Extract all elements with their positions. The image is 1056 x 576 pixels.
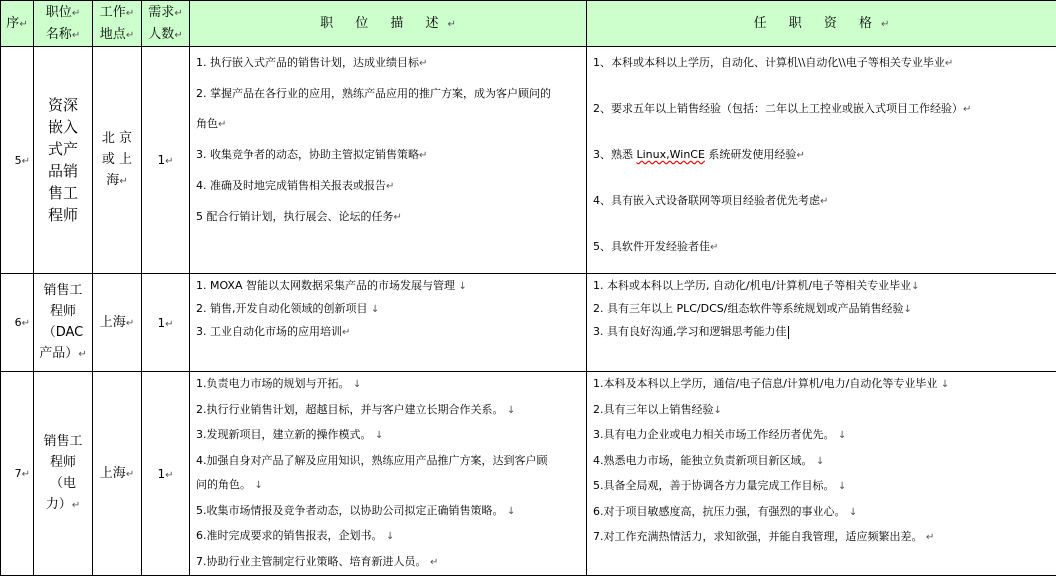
position-name-line: 程师 [50,455,76,470]
header-qualification[interactable]: 任 职 资 格↵ [587,1,1056,47]
count-cell[interactable]: 1↵ [142,372,190,576]
header-row [1,1,1056,47]
row-number-cell[interactable]: 7↵ [1,372,34,576]
row-number-cell[interactable]: 6↵ [1,274,34,372]
position-name-cell[interactable]: 销售工 程师 （DAC 产品）↵ [34,274,93,372]
position-name-cell[interactable]: 销售工 程师 （电 力）↵ [34,372,93,576]
position-name-line: 式产 [48,140,78,158]
table-row [1,372,1056,576]
table-row [1,274,1056,372]
position-name-line: 售工 [48,184,78,202]
position-name-line: 程师 [50,304,76,319]
position-name-line: 嵌入 [48,118,78,136]
description-cell[interactable]: 1.负责电力市场的规划与开拓。 ↓ 2.执行行业销售计划，超越目标，并与客户建立长期合作关系。 ↓ 3.发现新项目，建立新的操作模式。 ↓ 4.加强自身对产品了解及应用知识，熟练应用产品推广方案，达到客户顾 问的角色。 ↓ 5.收集市场情报及竞争者动态，以协助公司拟定正确销售策略。 ↓ 6.准时完成要求的销售报表，企划书。 ↓ 7.协助行业主管制定行业策略、培育新进人员。 ↵ [190,372,587,576]
position-name-line: 程师 [48,206,78,224]
qualification-cell[interactable]: 1. 本科或本科以上学历, 自动化/机电/计算机/电子等相关专业毕业↓ 2. 具有三年以上 PLC/DCS/组态软件等系统规划或产品销售经验↓ 3. 具有良好沟通,学习和逻辑思考能力佳 [587,274,1056,372]
position-name-line: 力） [46,497,72,512]
text-cursor [788,326,789,339]
position-name-line: 品销 [48,162,78,180]
count-cell[interactable]: 1↵ [142,274,190,372]
position-name-line: 产品） [39,346,78,361]
position-name-line: （DAC [43,325,84,340]
qualification-cell[interactable]: 1、本科或本科以上学历，自动化、计算机\\自动化\\电子等相关专业毕业↵ 2、要求五年以上销售经验（包括：二年以上工控业或嵌入式项目工作经验）↵ 3、熟悉 Linux,WinCE 系统研发使用经验↵ 4、具有嵌入式设备联网等项目经验者优先考虑↵ 5、具软件开发经验者佳↵ [587,47,1056,274]
position-name-line: （电 [50,476,76,491]
location-cell[interactable]: 上海↵ [93,274,142,372]
header-position[interactable]: 职位↵ 名称↵ [34,1,93,47]
header-location[interactable]: 工作↵ 地点↵ [93,1,142,47]
location-cell[interactable]: 上海↵ [93,372,142,576]
spellcheck-underlined-term[interactable]: Linux,WinCE [637,148,705,161]
description-cell[interactable]: 1. 执行嵌入式产品的销售计划，达成业绩目标↵ 2. 掌握产品在各行业的应用，熟练产品应用的推广方案，成为客户顾问的 角色↵ 3. 收集竞争者的动态，协助主管拟定销售策略↵ 4. 准确及时地完成销售相关报表或报告↵ 5 配合行销计划，执行展会、论坛的任务↵ [190,47,587,274]
position-name-line: 销售工 [43,283,82,298]
header-seq[interactable]: 序↵ [1,1,34,47]
location-cell[interactable]: 北 京 或 上 海↵ [93,47,142,274]
position-name-cell[interactable] [34,47,93,274]
header-count[interactable]: 需求↵ 人数↵ [142,1,190,47]
table-row [1,47,1056,274]
row-number-cell[interactable]: 5↵ [1,47,34,274]
count-cell[interactable]: 1↵ [142,47,190,274]
position-name-line: 资深 [48,96,78,114]
position-name-line: 销售工 [43,434,82,449]
header-description[interactable]: 职 位 描 述↵ [190,1,587,47]
description-cell[interactable]: 1. MOXA 智能以太网数据采集产品的市场发展与管理 ↓ 2. 销售,开发自动化领域的创新项目 ↓ 3. 工业自动化市场的应用培训↵ [190,274,587,372]
qualification-cell[interactable]: 1.本科及本科以上学历，通信/电子信息/计算机/电力/自动化等专业毕业 ↓ 2.具有三年以上销售经验↓ 3.具有电力企业或电力相关市场工作经历者优先。 ↓ 4.熟悉电力市场，能独立负责新项目新区域。 ↓ 5.具备全局观，善于协调各方力量完成工作目标。 ↓ 6.对于项目敏感度高，抗压力强，有强烈的事业心。 ↓ 7.对工作充满热情活力，求知欲强，并能自我管理，适应频繁出差。 ↵ [587,372,1056,576]
